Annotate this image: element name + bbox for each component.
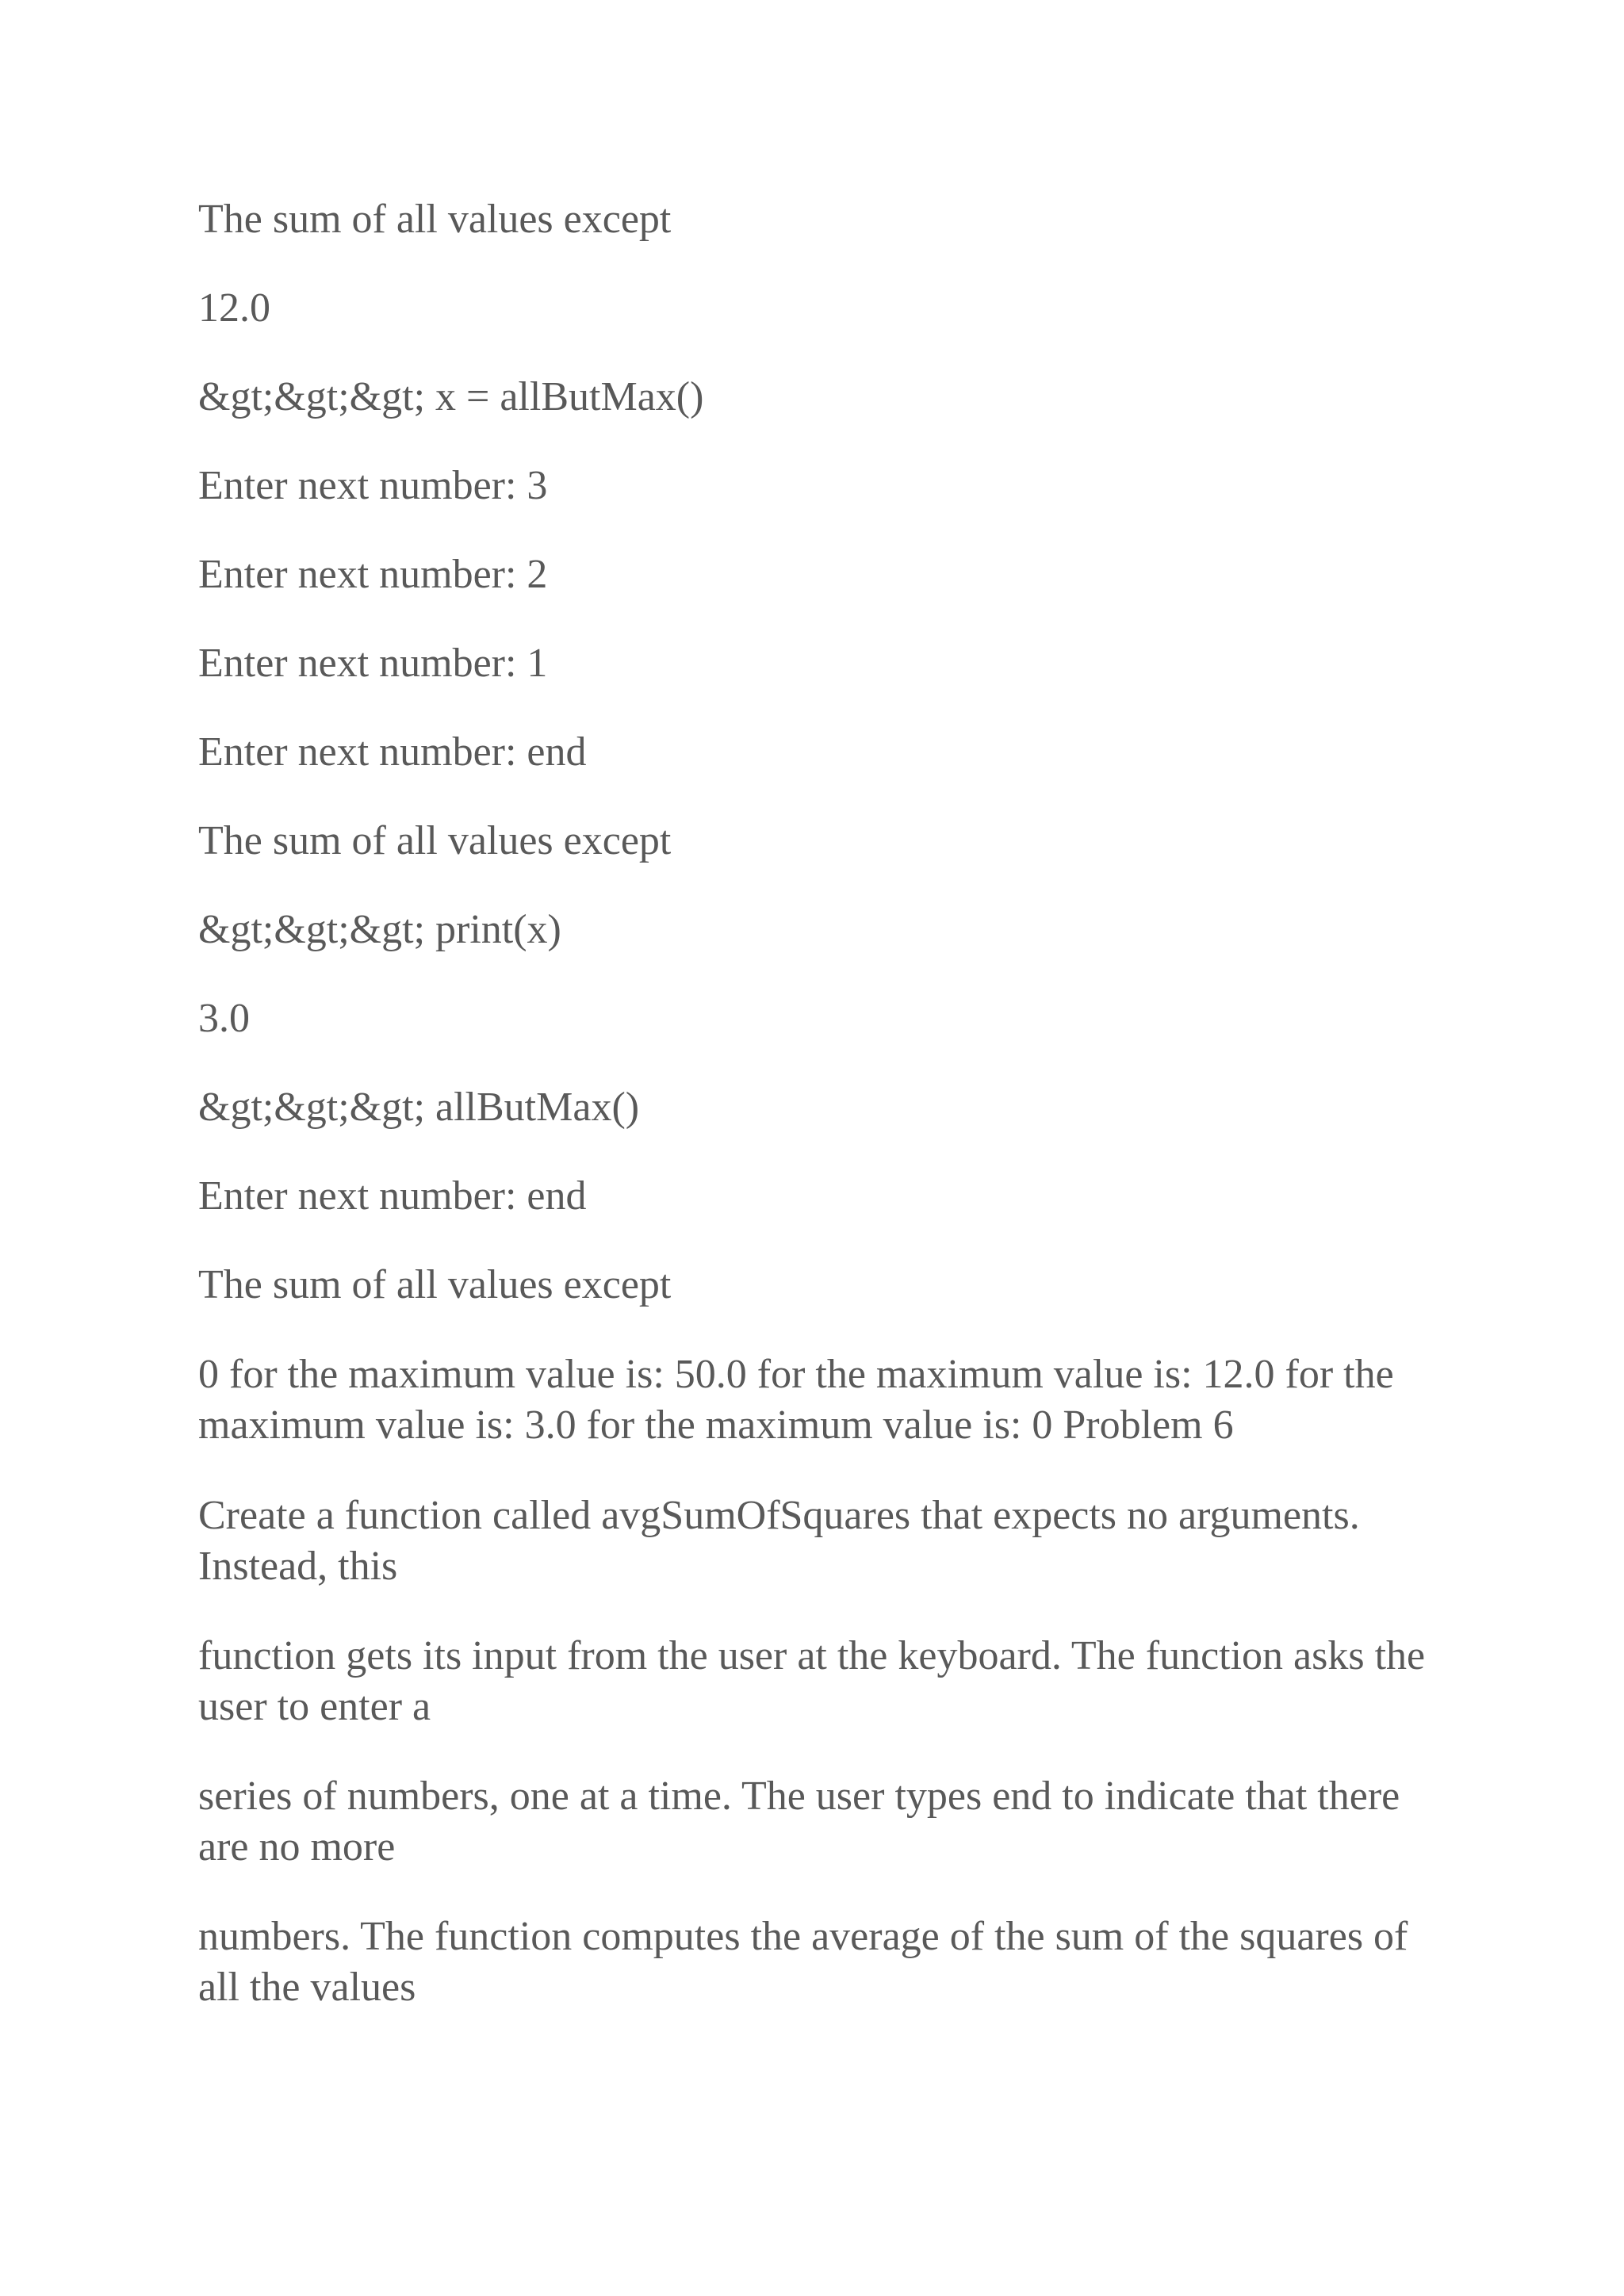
text-line-result-3: 3.0 bbox=[198, 996, 250, 1041]
text-line-result-12: 12.0 bbox=[198, 285, 270, 331]
text-line-enter-3: Enter next number: 3 bbox=[198, 463, 548, 508]
text-line-enter-end-1: Enter next number: end bbox=[198, 729, 587, 775]
text-line-enter-2: Enter next number: 2 bbox=[198, 552, 548, 597]
text-line-prompt-allbutmax-assign: &gt;&gt;&gt; x = allButMax() bbox=[198, 374, 704, 419]
text-line-sum-except-2: The sum of all values except bbox=[198, 818, 672, 863]
paragraph-problem-intro: Create a function called avgSumOfSquares that expects no arguments. Instead, this bbox=[198, 1493, 1360, 1589]
text-line-prompt-print: &gt;&gt;&gt; print(x) bbox=[198, 907, 561, 952]
paragraph-max-values: 0 for the maximum value is: 50.0 for the maximum value is: 12.0 for the maximum value is: 3.0 for the maximum value is: 0 Problem 6 bbox=[198, 1352, 1394, 1448]
paragraph-keyboard-input: function gets its input from the user at the keyboard. The function asks the user to enter a bbox=[198, 1633, 1426, 1729]
text-line-enter-end-2: Enter next number: end bbox=[198, 1173, 587, 1219]
text-line-sum-except-3: The sum of all values except bbox=[198, 1262, 672, 1307]
paragraph-series-numbers: series of numbers, one at a time. The user types end to indicate that there are no more bbox=[198, 1774, 1400, 1869]
text-line-enter-1: Enter next number: 1 bbox=[198, 641, 548, 686]
text-line-sum-except-1: The sum of all values except bbox=[198, 197, 672, 242]
paragraph-average-squares: numbers. The function computes the average of the sum of the squares of all the values bbox=[198, 1914, 1408, 2010]
text-line-prompt-allbutmax: &gt;&gt;&gt; allButMax() bbox=[198, 1085, 640, 1130]
